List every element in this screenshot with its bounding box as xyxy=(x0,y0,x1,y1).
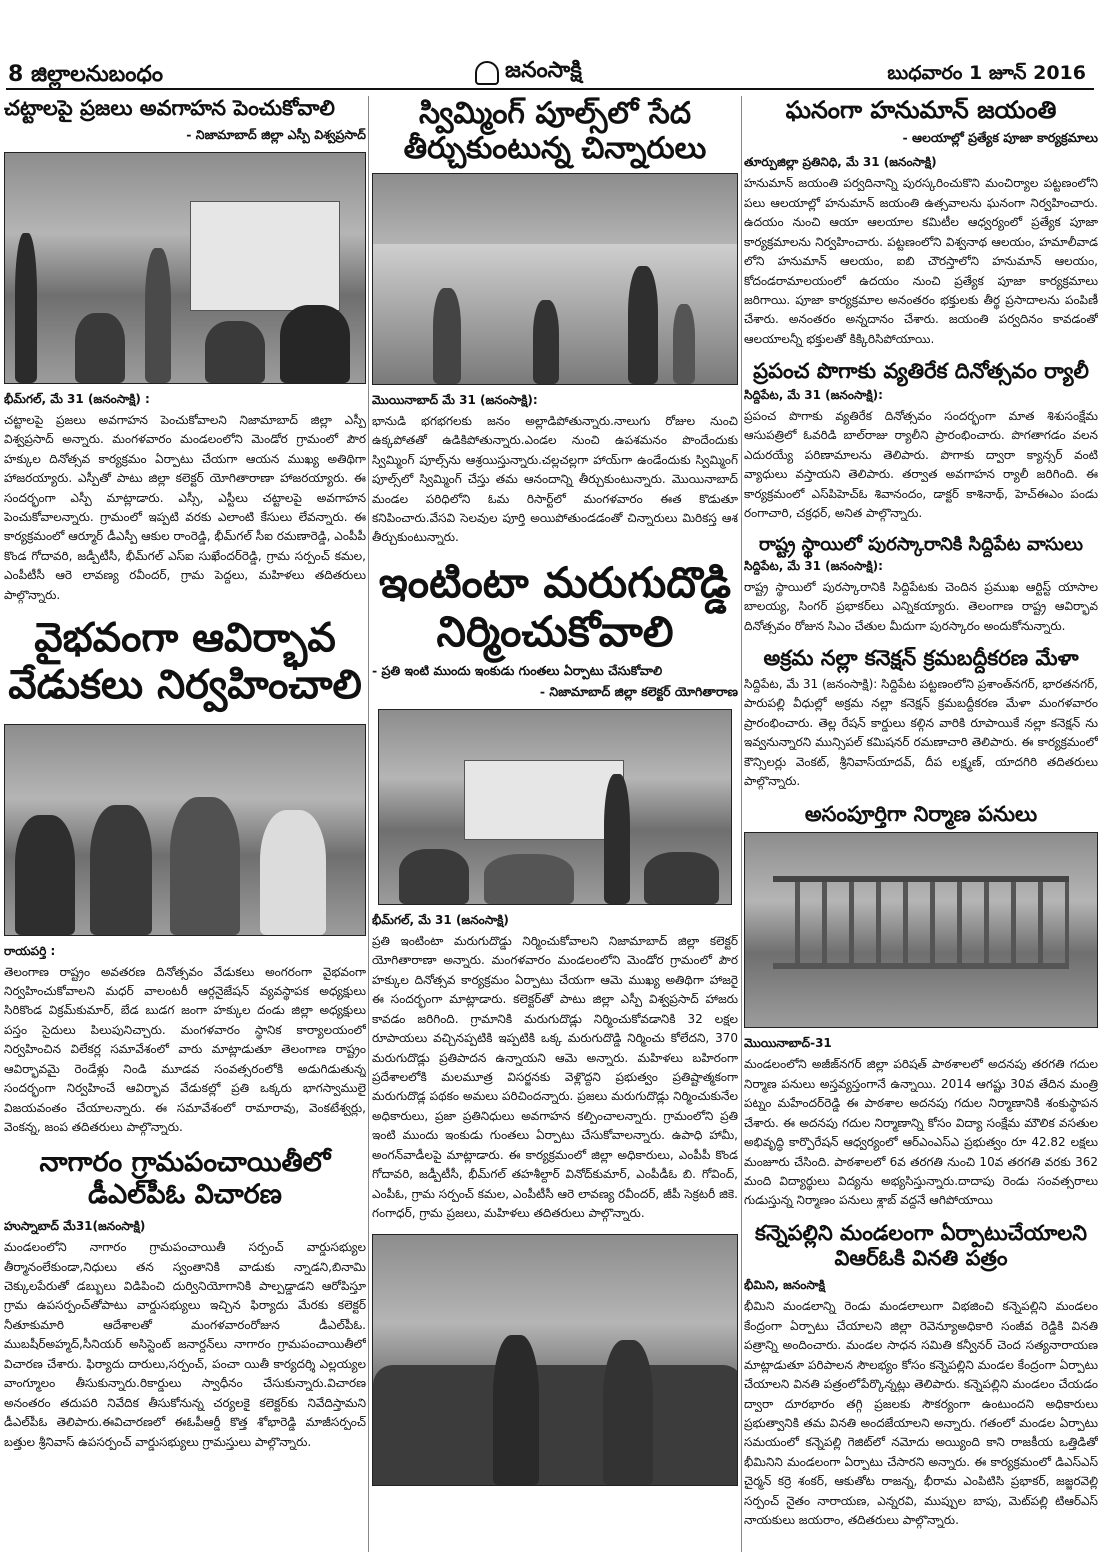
article-headline: ఇంటింటా మరుగుదొడ్డి నిర్మించుకోవాలి xyxy=(378,557,732,657)
article-law-awareness xyxy=(4,96,366,605)
article-headline: అసంపూర్తిగా నిర్మాణ పనులు xyxy=(804,801,1038,826)
article-subhead: - నిజామాబాద్ జిల్లా ఎస్పీ విశ్వప్రసాద్ xyxy=(186,126,366,142)
paper-logo xyxy=(475,58,582,88)
article-dateline: భీమిని, జనంసాక్షి xyxy=(744,1278,826,1293)
article-headline: స్విమ్మింగ్ పూల్స్‌లో సేద తీర్చుకుంటున్న చిన్నారులు xyxy=(403,96,707,167)
article-body: ప్రపంచ పొగాకు వ్యతిరేక దినోత్సవం సందర్భంగా మాత శిశుసంక్షేమ ఆసుపత్రిలో ఓవరిడి బాల్‌రాజు ర్యాలీని ప్రారంభించారు. పొగతాగడం వలన ఎదురయ్యే పరిణామాలను తెలిపారు. పొగాకు ద్వారా క్యాన్సర్ వంటి వ్యాధులు వస్తాయని తెలిపారు. తర్వాత అవగాహన ర్యాలీ జరిగింది. ఈ కార్యక్రమంలో ఎస్‌పిహెచ్‌ఓ శివానందం, డాక్టర్ కాశినాథ్, హెచ్‌ఈఎం పండు రంగాచారి, చక్రధర్, అనిత పాల్గొన్నారు. xyxy=(744,409,1098,521)
article-dateline: హుస్నాబాద్ మే31(జనంసాక్షి) xyxy=(4,1219,146,1234)
issue-date: బుధవారం 1 జూన్ 2016 xyxy=(887,62,1086,84)
article-dateline: సిద్దిపేట, మే 31 (జనంసాక్షి): xyxy=(744,558,883,573)
article-state-award xyxy=(744,534,1098,637)
logo-emblem-icon xyxy=(475,61,499,85)
photo-collector-meeting xyxy=(378,709,732,905)
article-anti-tobacco xyxy=(744,359,1098,523)
masthead-rule xyxy=(6,88,1094,90)
article-body: మండలంలోని అజీజ్‌నగర్ జిల్లా పరిషత్ పాఠశాలలో అదనపు తరగతి గదుల నిర్మాణ పనులు అస్తవ్యస్తంగానే ఉన్నాయి. 2014 ఆగష్టు 30వ తేదిన మంత్రి పట్నం మహేందర్‌రెడ్డి ఈ పాఠశాల అదనపు గదుల నిర్మాణానికి శంకుస్థాపన చేశారు. ఈ అదనపు గదుల నిర్మాణాన్ని కోసం విద్యా సంక్షేమ మౌలిక వసతుల అభివృద్ధి కార్పొరేషన్ ఆధ్వర్యంలో ఆర్‌ఎంఎస్‌ఎ ప్రభుత్వం రూ 42.82 లక్షలు మంజూరు చేసింది. పాఠశాలలో 6వ తరగతి నుంచి 10వ తరగతి వరకు 362 మంది విద్యార్థులు విద్యను అభ్యసిస్తున్నారు.దాదాపు రెండు సంవత్సరాలు గుడుస్తున్న నిర్మాణం పనులు శ్లాబ్ వద్దనే ఆగిపోయాయి xyxy=(744,1057,1098,1208)
column-left xyxy=(4,96,366,1556)
article-headline: రాష్ట్ర స్థాయిలో పురస్కారానికి సిద్దిపేట వాసులు xyxy=(758,533,1084,555)
article-toilets xyxy=(372,558,738,1486)
article-headline-line2: విఆర్‌ఓకి వినతి పత్రం xyxy=(834,1245,1008,1270)
article-incomplete-construction xyxy=(744,802,1098,1211)
article-headline: కన్నెపల్లిని మండలంగా ఏర్పాటుచేయాలని xyxy=(755,1220,1087,1245)
article-headline: చట్టాలపై ప్రజలు అవగాహన పెంచుకోవాలి xyxy=(4,96,335,120)
article-headline: వైభవంగా ఆవిర్భావ వేడుకలు నిర్వహించాలి xyxy=(8,615,362,709)
article-body: భానుడి భగభగలకు జనం అల్లాడిపోతున్నారు.నాలుగు రోజుల నుంచి ఉక్కపోతతో ఉడికిపోతున్నారు.ఎండల నుంచి ఉపశమనం పొందేందుకు స్విమ్మింగ్ పూల్స్‌ను ఆశ్రయిస్తున్నారు.చల్లచల్లగా హాయ్‌గా ఉండేందుకు స్విమ్మింగ్ పూల్స్‌లో స్విమ్మింగ్ చేస్తు తమ ఆనందాన్ని తీర్చుకుంటున్నారు. మొయినాబాద్ మండల పరిధిలోని ఓమ రిసార్ట్‌లో మంగళవారం ఈత కొడుతూ కనిపించారు.వేసవి సెలవుల పూర్తి అయిపోతుండడంతో చిన్నారులు మిరికస్త ఆశ తీర్చుకుంటున్నారు. xyxy=(372,413,738,545)
article-headline: అక్రమ నల్లా కనెక్షన్ క్రమబద్దీకరణ మేళా xyxy=(763,646,1079,671)
article-tap-connection xyxy=(744,646,1098,791)
photo-police-meeting xyxy=(4,152,366,384)
page-section-label: 8 జిల్లాలనుబంధం xyxy=(8,62,164,87)
article-body: చట్టాలపై ప్రజలు అవగాహన పెంచుకోవాలని నిజామాబాద్ జిల్లా ఎస్పీ విశ్వప్రసాద్ అన్నారు. మంగళవారం మండలంలోని మెండోర గ్రామంలో పౌర హక్కుల దినోత్సవ కార్యక్రమం ఏర్పాటు చేయగా ఆయన ముఖ్య అతిథిగా హాజరయ్యారు. ఎస్పీతో పాటు జిల్లా కలెక్టర్ యోగితారాణా హాజరయ్యారు. ఈ సందర్భంగా ఎస్పీ మాట్లాడారు. ఎస్సీ, ఎస్టీలు చట్టాలపై అవగాహన పెంచుకోవాలన్నారు. గ్రామంలో ఇప్పటి వరకు ఎలాంటి కేసులు లేవన్నారు. ఈ కార్యక్రమంలో ఆర్మూర్ డీఎస్పీ ఆకుల రాంరెడ్డి, భీమ్‌గల్ సీఐ రమణారెడ్డి, ఎంపీపీ కొండ గోదావరి, జడ్పీటీసీ, భీమ్‌గల్ ఎస్‌ఐ సుఖేందర్‌రెడ్డి, గ్రామ సర్పంచ్ కమల, ఎంపీటీసీ ఆరె లావణ్య రవీందర్, గ్రామ పెద్దలు, మహిళలు తదితరులు పాల్గొన్నారు. xyxy=(4,412,366,602)
article-body: హనుమాన్ జయంతి పర్వదినాన్ని పురస్కరించుకొని మంచిర్యాల పట్టణంలోని పలు ఆలయాల్లో హనుమాన్ జయంతి ఉత్సవాలను ఘనంగా నిర్వహించారు. ఉదయం నుంచి ఆయా ఆలయాల కమిటీల ఆధ్వర్యంలో ప్రత్యేక పూజా కార్యక్రమాలను నిర్వహించారు. పట్టణంలోని విశ్వనాథ ఆలయం, హమాలీవాడ లోని హనుమాన్ ఆలయం, ఐబి చౌరస్తాలోని హనుమాన్ ఆలయం, కోదండరామాలయంలో ఉదయం నుంచి ప్రత్యేక పూజా కార్యక్రమాలు జరిగాయి. పూజా కార్యక్రమాల అనంతరం భక్తులకు తీర్థ ప్రసాదాలను పంపిణీ చేశారు. అనంతరం అన్నదానం చేశారు. జయంతి పర్వదినం కావడంతో ఆలయాలన్నీ భక్తులతో కిక్కిరిసిపోయాయి. xyxy=(744,176,1098,346)
paper-name: జనంసాక్షి xyxy=(505,58,582,83)
article-body: మండలంలోని నాగారం గ్రామపంచాయితీ సర్పంచ్ వార్డుసభ్యుల తీర్మానంలేకుండా,నిధులు తన స్వంతానికి వాడుకు న్నాడని,బినామి చెక్కులపేరుతో డబ్బులు విడిపించి దుర్వినియోగానికి పాల్పడ్డాడని ఆరోపిస్తూ గ్రామ ఉపసర్పంచ్‌తోపాటు వార్డుసభ్యులు ఇచ్చిన ఫిర్యాదు మేరకు కలెక్టర్ నీతూకుమారి ఆదేశాలతో మంగళవారంరోజున డీఎల్‌పీఓ. ముబషీర్‌అహ్మద్,సీనియర్ అసిస్టెంట్ జనార్దన్‌లు నాగారం గ్రామపంచాయితీలో విచారణ చేశారు. ఫిర్యాదు దారులు,సర్పంచ్, పంచా యితీ కార్యదర్శి ఎల్లయ్యల వాంగ్మూలం తీసుకున్నారు.రికార్డులు స్వాధీనం చేసుకున్నారు.విచారణ అనంతరం తదుపరి నివేదిక తీసుకోనున్న చర్యలకై కలెక్టర్‌కు నివేదిస్తామని డీఎల్‌పీఓ తెలిపారు.ఈవిచారణలో ఈఓపీఆర్డీ కొత్త శోభారెడ్డి మాజీసర్పంచ్ బత్తుల శ్రీనివాస్ ఉపసర్పంచ్ వార్డుసభ్యులు గ్రామస్తులు పాల్గొన్నారు. xyxy=(4,1240,366,1449)
column-middle xyxy=(372,96,738,1556)
article-body: భీమిని మండలాన్ని రెండు మండలాలుగా విభజించి కన్నెపల్లిని మండలం కేంద్రంగా ఏర్పాటు చేయాలని జిల్లా రెవెన్యూఅధికారి సంజీవ రెడ్డికి వినతి పత్రాన్ని అందించారు. మండల సాధన సమితి కన్వీనర్ చెంద సత్యనారాయణ మాట్లాడుతూ పరిపాలన సౌలభ్యం కోసం కన్నెపల్లిని మండల కేంద్రంగా ఏర్పాటు చేయాలని వినతి పత్రంలోపేర్కొన్నట్లు తెలిపారు. కన్నెపల్లిని మండలం చేయడం ద్వారా దూరభారం తగ్గి ప్రజలకు సౌకర్యంగా ఉంటుందని అధికారులు ప్రభుత్వానికి తమ వినతి అందజేయాలని అన్నారు. గతంలో మండల ఏర్పాటు సమయంలో కన్నెపల్లి గెజిట్‌లో నమోదు అయ్యింది కాని రాజకీయ ఒత్తిడితో భీమినిని మండలంగా ఏర్పాటు చేసారని అన్నారు. ఈ కార్యక్రమంలో డిఎస్‌ఎస్ చైర్మన్ కర్రె శంకర్, ఆకుతోట రాజన్న, భీరామ ఎంపిటిసి ప్రభాకర్, జజ్జరవెల్లి సర్పంచ్ నైతం నారాయణ, ఎన్నరవి, ముప్పుల బాపు, మెట్‌పల్లి టిఆర్‌ఎస్ నాయకులు జయరాం, తదితరులు పాల్గొన్నారు. xyxy=(744,1299,1098,1528)
article-dateline: తూర్పుజిల్లా ప్రతినిధి, మే 31 (జనంసాక్షి) xyxy=(744,155,937,170)
article-subhead: - ప్రతి ఇంటి ముందు ఇంకుడు గుంతలు ఏర్పాటు చేసుకోవాలి xyxy=(372,662,663,678)
article-headline: ప్రపంచ పొగాకు వ్యతిరేక దినోత్సవం ర్యాలీ xyxy=(753,359,1089,384)
photo-unfinished-building xyxy=(744,832,1098,1028)
column-divider xyxy=(368,96,369,1552)
article-body: తెలంగాణ రాష్ట్రం అవతరణ దినోత్సవం వేడుకలు అంగరంగా వైభవంగా నిర్వహించుకోవాలని మధర్ వాలంటరీ ఆర్గనైజేషన్ వ్యవస్థాపక అధ్యక్షులు సిరికొండ విక్రమ్‌కుమార్, బేడ బుడగ జంగా హక్కుల దండు జిల్లా అధ్యక్షులు పస్తం సైదులు పిలుపునిచ్చారు. మంగళవారం స్థానిక కార్యాలయంలో నిర్వహించిన విలేకర్ల సమావేశంలో వారు మాట్లాడుతూ తెలంగాణ రాష్ట్రం ఆవిర్భావమై రెండేళ్లు నిండి మూడవ సంవత్సరంలోకి అడుగిడుతున్న సందర్భంగా నిర్వహించే ఆవిర్భావ వేడుకల్లో ప్రతి ఒక్కరు భాగస్వాములై విజయవంతం చేయాలన్నారు. ఈ సమావేశంలో రామారావు, వెంకటేశ్వర్లు, వెంకన్న, జంప తదితరులు పాల్గొన్నారు. xyxy=(4,964,366,1135)
article-formation-day xyxy=(4,615,366,1137)
column-divider xyxy=(741,96,742,1552)
photo-banner xyxy=(464,760,624,840)
photo-building-frame xyxy=(773,876,1069,969)
masthead xyxy=(0,0,1100,92)
article-kannepalli-mandal xyxy=(744,1221,1098,1531)
article-dlpo-inquiry xyxy=(4,1147,366,1452)
photo-women-gathering xyxy=(372,1234,738,1486)
article-dateline: మొయినాబాద్ మే 31 (జనంసాక్షి): xyxy=(372,392,538,407)
article-dateline: మొయినాబాద్-31 xyxy=(744,1036,832,1051)
article-headline: నాగారం గ్రామపంచాయితీలో డీఎల్‌పీఓ విచారణ xyxy=(39,1147,331,1211)
article-swimming-pools xyxy=(372,96,738,548)
article-hanuman-jayanti xyxy=(744,96,1098,349)
article-subhead: - నిజామాబాద్ జిల్లా కలెక్టర్ యోగితారాణ xyxy=(539,683,738,699)
photo-swimming-pool xyxy=(372,173,738,385)
column-right xyxy=(744,96,1098,1556)
article-body: సిద్దిపేట, మే 31 (జనంసాక్షి): సిద్దిపేట పట్టణంలోని ప్రశాంత్‌నగర్, భారతనగర్, పారుపల్లి వీధుల్లో అక్రమ నల్లా కనెక్షన్ క్రమబద్దీకరణ మేళా మంగళవారం ప్రారంభించారు. తెల్ల రేషన్ కార్డులు కల్గిన వారికి రూపాయికే నల్లా కనెక్షన్ ను ఇవ్వనున్నారని మున్సిపల్ కమిషనర్ రమణాచారి తెలిపారు. ఈ కార్యక్రమంలో కౌన్సిలర్లు వెంకట్, శ్రీనివాస్‌యాదవ్, దీప లక్ష్మణ్, యాదగిరి తదితరులు పాల్గొన్నారు. xyxy=(744,676,1098,789)
photo-banner xyxy=(190,201,340,311)
article-dateline: భీమ్‌గల్, మే 31 (జనంసాక్షి) xyxy=(372,912,509,927)
article-subhead: - ఆలయాల్లో ప్రత్యేక పూజా కార్యక్రమాలు xyxy=(902,130,1098,146)
article-dateline: రాయపర్తి : xyxy=(4,943,56,958)
article-dateline: సిద్దిపేట, మే 31 (జనంసాక్షి): xyxy=(744,388,883,403)
article-body: రాష్ట్ర స్థాయిలో పురస్కారానికి సిద్దిపేటకు చెందిన ప్రముఖ ఆర్టిస్ట్ యాసాల బాలయ్య, సింగర్ ప్రభాకర్‌లు ఎన్నికయ్యారు. తెలంగాణ రాష్ట్ర ఆవిర్భావ దినోత్సవం రోజున సిఎం చేతుల మీదుగా పురస్కారం అందుకోనున్నారు. xyxy=(744,579,1098,633)
article-dateline: భీమ్‌గల్, మే 31 (జనంసాక్షి) : xyxy=(4,391,150,406)
article-headline: ఘనంగా హనుమాన్ జయంతి xyxy=(785,96,1057,124)
photo-press-meet xyxy=(4,724,366,936)
article-body: ప్రతి ఇంటింటా మరుగుదొడ్డు నిర్మించుకోవాలని నిజామాబాద్ జిల్లా కలెక్టర్ యోగితారాణా అన్నారు. మంగళవారం మండలంలోని మెండోర గ్రామంలో పౌర హక్కుల దినోత్సవ కార్యక్రమం ఏర్పాటు చేయగా ఆమె ముఖ్య అతిథిగా హాజరై ఈ సందర్భంగా మాట్లాడారు. కలెక్టర్‌తో పాటు జిల్లా ఎస్పీ విశ్వప్రసాద్ హాజరు కావడం జరిగింది. గ్రామానికి మరుగుదొడ్లు నిర్మించుకోవడానికి 32 లక్షల రూపాయలు వచ్చినప్పటికి ఇప్పటికి ఒక్క మరుగుదొడ్డి నిర్మించు కోలేదని, 370 మరుగుదొడ్లు ప్రతిపాదన ఉన్నాయని ఆమె అన్నారు. మహిళలు బహిరంగా ప్రదేశాలలోకి మలమూత్ర విసర్జనకు వెళ్లొద్దని ప్రభుత్వం ప్రతిష్టాత్మకంగా మరుగుదొడ్ల పథకం అమలు పరిచిందన్నారు. ప్రజలు మరుగుదొడ్లు నిర్మించుకునేల అధికారులు, ప్రజా ప్రతినిధులు అవగాహన కల్పించాలన్నారు. గ్రామంలోని ప్రతి ఇంటి ముందు ఇంకుడు గుంతలు ఏర్పాటు చేసుకోవాలన్నారు. ఉపాధి హామీ, అంగన్‌వాడీలపై మాట్లాడారు. ఈ కార్యక్రమంలో జిల్లా అధికారులు, ఎంపీపీ కొండ గోదావరి, జడ్పీటీసీ, భీమ్‌గల్ తహశీల్దార్ వినోద్‌కుమార్, ఎంపీడీఓ బి. గోవింద్, ఎంపీఓ, గ్రామ సర్పంచ్ కమల, ఎంపీటీసీ ఆరె లావణ్య రవీందర్, జీపీ సెక్రటరీ జికె. గంగాధర్, గ్రామ ప్రజలు, మహిళలు తదితరులు పాల్గొన్నారు. xyxy=(372,933,738,1221)
